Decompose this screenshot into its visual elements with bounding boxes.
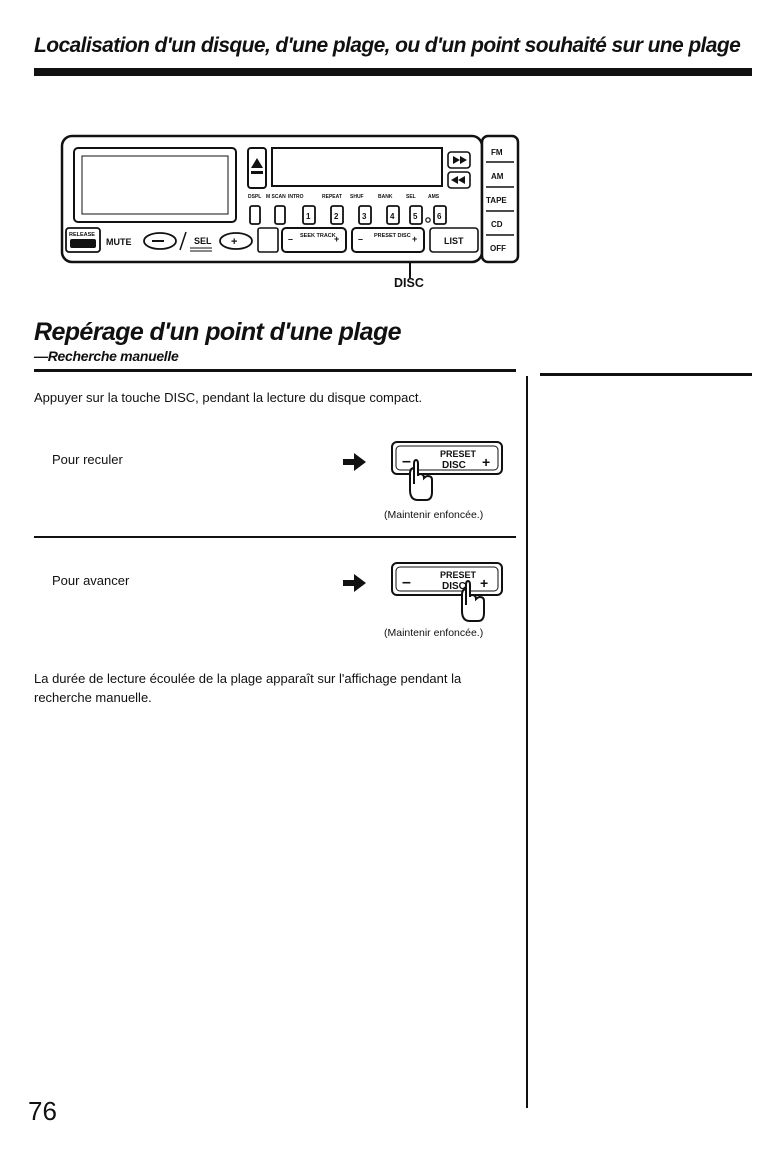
button-label-disc: DISC bbox=[442, 460, 466, 471]
number-5: 5 bbox=[413, 212, 418, 221]
source-cd: CD bbox=[491, 220, 503, 229]
svg-text:–: – bbox=[288, 234, 294, 244]
button-label-preset: PRESET bbox=[440, 570, 477, 580]
rewind-label: Pour reculer bbox=[52, 452, 123, 467]
page-header-title: Localisation d'un disque, d'une plage, ou d'un point souhaité sur une plage bbox=[34, 34, 741, 57]
disc-callout-label: DISC bbox=[394, 276, 424, 290]
minus-sign: – bbox=[402, 453, 411, 470]
preset-disc-label: PRESET DISC bbox=[374, 233, 411, 239]
page-number: 76 bbox=[28, 1096, 57, 1126]
plus-sign: + bbox=[482, 454, 491, 470]
sel-label: SEL bbox=[194, 236, 212, 246]
right-column-rule bbox=[540, 373, 752, 376]
indicator-ams: AMS bbox=[428, 194, 440, 200]
button-label-disc: DISC bbox=[442, 581, 466, 592]
svg-text:+: + bbox=[231, 236, 238, 248]
preset-disc-button-plus-illustration bbox=[388, 559, 508, 625]
intro-paragraph: Appuyer sur la touche DISC, pendant la lecture du disque compact. bbox=[34, 390, 423, 405]
row-divider bbox=[34, 536, 516, 538]
number-1: 1 bbox=[306, 212, 311, 221]
section-title: Repérage d'un point d'une plage bbox=[34, 318, 401, 346]
indicator-dspl: DSPL bbox=[248, 194, 262, 200]
header-rule bbox=[34, 68, 752, 76]
button-label-preset: PRESET bbox=[440, 449, 477, 459]
section-rule bbox=[34, 369, 516, 372]
minus-sign: – bbox=[402, 574, 411, 591]
indicator-mscan: M SCAN bbox=[266, 194, 286, 200]
source-am: AM bbox=[491, 172, 504, 181]
seek-track-label: SEEK TRACK bbox=[300, 233, 336, 239]
number-2: 2 bbox=[334, 212, 339, 221]
number-4: 4 bbox=[390, 212, 395, 221]
release-label: RELEASE bbox=[69, 232, 95, 238]
svg-text:–: – bbox=[358, 234, 364, 244]
indicator-repeat: REPEAT bbox=[322, 194, 342, 200]
preset-disc-button-minus-illustration bbox=[388, 438, 508, 504]
indicator-intro: INTRO bbox=[288, 194, 304, 200]
mute-label: MUTE bbox=[106, 237, 132, 247]
indicator-sel: SEL bbox=[406, 194, 416, 200]
svg-text:+: + bbox=[412, 234, 418, 244]
list-label: LIST bbox=[444, 236, 464, 246]
arrow-right-icon bbox=[341, 451, 367, 473]
cd-player-panel bbox=[60, 132, 520, 268]
indicator-bank: BANK bbox=[378, 194, 393, 200]
hold-note: (Maintenir enfoncée.) bbox=[384, 627, 484, 639]
plus-sign: + bbox=[480, 575, 489, 591]
source-fm: FM bbox=[491, 148, 503, 157]
section-subtitle: —Recherche manuelle bbox=[34, 348, 179, 364]
column-divider bbox=[526, 376, 528, 1108]
source-tape: TAPE bbox=[486, 196, 507, 205]
hold-note: (Maintenir enfoncée.) bbox=[384, 509, 484, 521]
indicator-shuf: SHUF bbox=[350, 194, 364, 200]
number-3: 3 bbox=[362, 212, 367, 221]
arrow-right-icon bbox=[341, 572, 367, 594]
number-6: 6 bbox=[437, 212, 442, 221]
svg-text:+: + bbox=[334, 234, 340, 244]
outro-paragraph: La durée de lecture écoulée de la plage apparaît sur l'affichage pendant la recherche manuelle. bbox=[34, 671, 462, 705]
source-off: OFF bbox=[490, 244, 506, 253]
forward-label: Pour avancer bbox=[52, 573, 130, 588]
